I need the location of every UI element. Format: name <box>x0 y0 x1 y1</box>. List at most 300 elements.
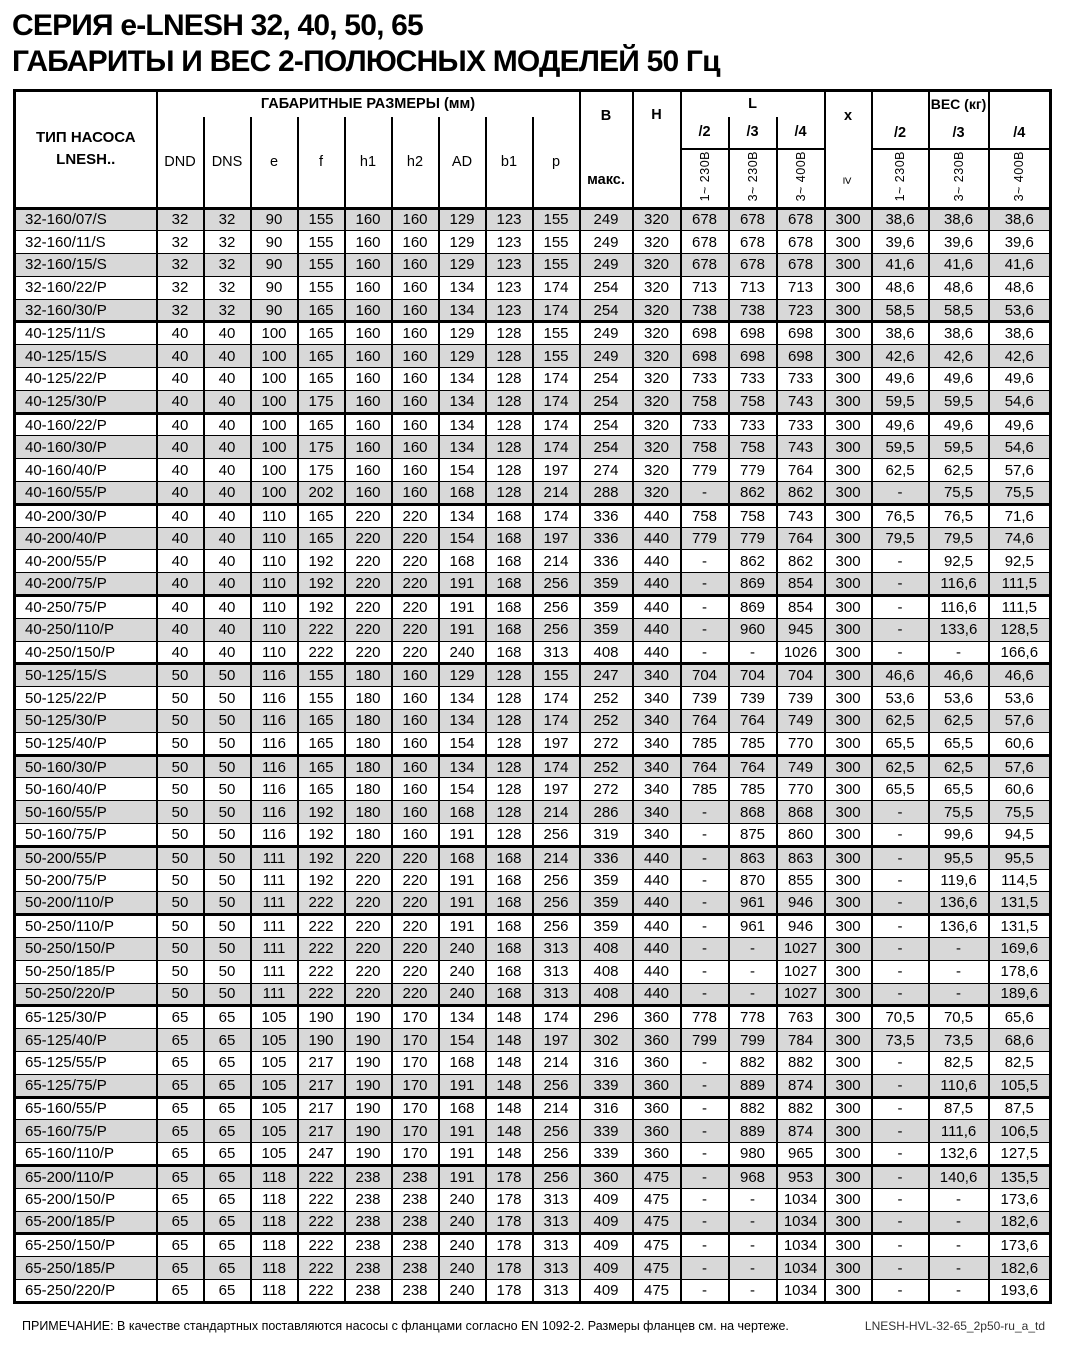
value-cell: 320 <box>633 299 681 322</box>
value-cell: 50 <box>204 778 251 801</box>
value-cell: 82,5 <box>989 1051 1051 1074</box>
value-cell: 50 <box>157 915 204 938</box>
value-cell: 40 <box>204 550 251 573</box>
value-cell: - <box>872 915 929 938</box>
weight-col-4-header <box>989 91 1051 150</box>
value-cell: 94,5 <box>989 824 1051 847</box>
value-cell: 118 <box>251 1234 298 1257</box>
value-cell: 180 <box>345 710 392 733</box>
value-cell: 111 <box>251 915 298 938</box>
model-cell: 65-200/150/P <box>15 1188 157 1211</box>
weight-voltage-2: 3~ 230В <box>929 149 989 208</box>
value-cell: 160 <box>345 436 392 459</box>
value-cell: 75,5 <box>929 482 989 505</box>
value-cell: 254 <box>580 368 633 391</box>
weight-col-2-header <box>872 91 929 150</box>
value-cell: 197 <box>533 778 580 801</box>
value-cell: 238 <box>392 1279 439 1302</box>
value-cell: 222 <box>298 960 345 983</box>
value-cell: 320 <box>633 254 681 277</box>
value-cell: 764 <box>777 459 825 482</box>
value-cell: 111,6 <box>929 1120 989 1143</box>
value-cell: 40 <box>157 322 204 345</box>
value-cell: 160 <box>392 778 439 801</box>
value-cell: 65 <box>204 1279 251 1302</box>
value-cell: 160 <box>392 368 439 391</box>
table-row <box>15 846 1051 869</box>
value-cell: 170 <box>392 1029 439 1052</box>
value-cell: 191 <box>439 1120 486 1143</box>
value-cell: 92,5 <box>989 550 1051 573</box>
value-cell: 440 <box>633 846 681 869</box>
value-cell: - <box>729 641 777 664</box>
value-cell: 40 <box>204 641 251 664</box>
value-cell: 148 <box>486 1051 533 1074</box>
table-row <box>15 983 1051 1006</box>
value-cell: 155 <box>298 664 345 687</box>
value-cell: 197 <box>533 732 580 755</box>
value-cell: 189,6 <box>989 983 1051 1006</box>
value-cell: 274 <box>580 459 633 482</box>
value-cell: 134 <box>439 755 486 778</box>
value-cell: 168 <box>486 618 533 641</box>
table-row <box>15 755 1051 778</box>
value-cell: 140,6 <box>929 1165 989 1188</box>
model-cell: 40-125/22/P <box>15 368 157 391</box>
value-cell: 38,6 <box>929 208 989 231</box>
value-cell: 475 <box>633 1188 681 1211</box>
value-cell: 42,6 <box>989 345 1051 368</box>
value-cell: 320 <box>633 208 681 231</box>
value-cell: 192 <box>298 869 345 892</box>
value-cell: 770 <box>777 778 825 801</box>
value-cell: 41,6 <box>872 254 929 277</box>
value-cell: 222 <box>298 1188 345 1211</box>
value-cell: 111 <box>251 846 298 869</box>
value-cell: 882 <box>777 1051 825 1074</box>
value-cell: 129 <box>439 345 486 368</box>
value-cell: 165 <box>298 368 345 391</box>
value-cell: 50 <box>204 846 251 869</box>
value-cell: 40 <box>204 390 251 413</box>
value-cell: 359 <box>580 573 633 596</box>
value-cell: 286 <box>580 801 633 824</box>
table-row <box>15 687 1051 710</box>
value-cell: 739 <box>729 687 777 710</box>
value-cell: 178 <box>486 1257 533 1280</box>
value-cell: 110,6 <box>929 1074 989 1097</box>
value-cell: 155 <box>533 254 580 277</box>
table-row <box>15 710 1051 733</box>
value-cell: 256 <box>533 1143 580 1166</box>
value-cell: 165 <box>298 755 345 778</box>
value-cell: 50 <box>157 801 204 824</box>
value-cell: 197 <box>533 527 580 550</box>
pump-type-header <box>15 91 157 209</box>
value-cell: 300 <box>825 1029 872 1052</box>
value-cell: 739 <box>681 687 729 710</box>
value-cell: 38,6 <box>989 208 1051 231</box>
value-cell: 220 <box>345 550 392 573</box>
value-cell: 75,5 <box>989 801 1051 824</box>
value-cell: 249 <box>580 231 633 254</box>
table-row <box>15 276 1051 299</box>
value-cell: - <box>872 1097 929 1120</box>
value-cell: 40 <box>204 459 251 482</box>
value-cell: 111 <box>251 869 298 892</box>
value-cell: - <box>872 482 929 505</box>
value-cell: 300 <box>825 846 872 869</box>
value-cell: 154 <box>439 527 486 550</box>
value-cell: 220 <box>392 892 439 915</box>
value-cell: 360 <box>633 1120 681 1143</box>
value-cell: - <box>681 1234 729 1257</box>
value-cell: 191 <box>439 1074 486 1097</box>
value-cell: 313 <box>533 641 580 664</box>
value-cell: - <box>681 1279 729 1302</box>
x-label: x <box>844 108 853 125</box>
value-cell: 704 <box>681 664 729 687</box>
value-cell: - <box>872 960 929 983</box>
value-cell: 946 <box>777 915 825 938</box>
value-cell: 168 <box>486 960 533 983</box>
model-cell: 40-200/40/P <box>15 527 157 550</box>
value-cell: 256 <box>533 915 580 938</box>
value-cell: 65 <box>157 1257 204 1280</box>
pump-type-header-line2: LNESH.. <box>56 151 116 169</box>
value-cell: 217 <box>298 1097 345 1120</box>
value-cell: 862 <box>729 550 777 573</box>
value-cell: 733 <box>729 413 777 436</box>
value-cell: 50 <box>157 710 204 733</box>
value-cell: 222 <box>298 641 345 664</box>
value-cell: 178 <box>486 1211 533 1234</box>
value-cell: 46,6 <box>872 664 929 687</box>
value-cell: 50 <box>204 732 251 755</box>
model-cell: 65-125/40/P <box>15 1029 157 1052</box>
value-cell: 59,5 <box>872 390 929 413</box>
value-cell: 50 <box>157 960 204 983</box>
l-voltage-3: 3~ 400В <box>777 149 825 208</box>
value-cell: 155 <box>533 664 580 687</box>
dimensions-table <box>13 89 1052 1304</box>
value-cell: 160 <box>392 345 439 368</box>
value-cell: 743 <box>777 504 825 527</box>
value-cell: 340 <box>633 732 681 755</box>
value-cell: 60,6 <box>989 732 1051 755</box>
value-cell: 300 <box>825 1051 872 1074</box>
value-cell: 220 <box>392 938 439 961</box>
value-cell: 220 <box>392 504 439 527</box>
model-cell: 40-250/75/P <box>15 596 157 619</box>
value-cell: - <box>929 1188 989 1211</box>
value-cell: 174 <box>533 710 580 733</box>
value-cell: 882 <box>729 1097 777 1120</box>
value-cell: 764 <box>681 755 729 778</box>
value-cell: 174 <box>533 299 580 322</box>
value-cell: 240 <box>439 1257 486 1280</box>
value-cell: 758 <box>681 436 729 459</box>
value-cell: 169,6 <box>989 938 1051 961</box>
value-cell: 65,6 <box>989 1006 1051 1029</box>
value-cell: 79,5 <box>929 527 989 550</box>
value-cell: 409 <box>580 1188 633 1211</box>
value-cell: 475 <box>633 1165 681 1188</box>
value-cell: 175 <box>298 459 345 482</box>
value-cell: 220 <box>345 960 392 983</box>
value-cell: 76,5 <box>929 504 989 527</box>
value-cell: 799 <box>729 1029 777 1052</box>
value-cell: 128 <box>486 345 533 368</box>
value-cell: - <box>872 641 929 664</box>
model-cell: 50-160/75/P <box>15 824 157 847</box>
value-cell: 698 <box>729 345 777 368</box>
value-cell: - <box>872 1120 929 1143</box>
value-cell: - <box>681 550 729 573</box>
value-cell: 110 <box>251 618 298 641</box>
value-cell: 678 <box>729 231 777 254</box>
model-cell: 50-200/75/P <box>15 869 157 892</box>
model-cell: 65-160/75/P <box>15 1120 157 1143</box>
value-cell: 65,5 <box>929 732 989 755</box>
value-cell: 165 <box>298 322 345 345</box>
value-cell: 440 <box>633 596 681 619</box>
table-body <box>15 208 1051 1302</box>
value-cell: 180 <box>345 732 392 755</box>
value-cell: 129 <box>439 664 486 687</box>
dim-col-b1: b1 <box>486 117 533 209</box>
value-cell: 316 <box>580 1051 633 1074</box>
value-cell: 59,5 <box>929 390 989 413</box>
table-row <box>15 1165 1051 1188</box>
value-cell: 214 <box>533 801 580 824</box>
value-cell: 222 <box>298 983 345 1006</box>
model-cell: 50-160/55/P <box>15 801 157 824</box>
value-cell: - <box>872 1074 929 1097</box>
value-cell: 71,6 <box>989 504 1051 527</box>
value-cell: 475 <box>633 1279 681 1302</box>
value-cell: 359 <box>580 618 633 641</box>
value-cell: 178 <box>486 1165 533 1188</box>
model-cell: 50-250/185/P <box>15 960 157 983</box>
value-cell: 475 <box>633 1257 681 1280</box>
col-header-h: H <box>633 91 681 209</box>
value-cell: 160 <box>392 254 439 277</box>
model-cell: 65-200/185/P <box>15 1211 157 1234</box>
value-cell: - <box>729 1211 777 1234</box>
value-cell: 170 <box>392 1143 439 1166</box>
value-cell: 220 <box>345 641 392 664</box>
value-cell: 1027 <box>777 938 825 961</box>
value-cell: 191 <box>439 573 486 596</box>
value-cell: 300 <box>825 413 872 436</box>
value-cell: 116 <box>251 801 298 824</box>
value-cell: 300 <box>825 322 872 345</box>
value-cell: 155 <box>533 231 580 254</box>
value-cell: 300 <box>825 618 872 641</box>
value-cell: 220 <box>392 960 439 983</box>
value-cell: 320 <box>633 390 681 413</box>
value-cell: 50 <box>204 938 251 961</box>
value-cell: - <box>681 1051 729 1074</box>
value-cell: 50 <box>204 824 251 847</box>
value-cell: 763 <box>777 1006 825 1029</box>
footnote: ПРИМЕЧАНИЕ: В качестве стандартных поставляются насосы с фланцами согласно EN 1092-2. Размеры фланцев см. на чертеже. <box>22 1318 789 1333</box>
value-cell: 178 <box>486 1234 533 1257</box>
value-cell: 131,5 <box>989 892 1051 915</box>
value-cell: 300 <box>825 504 872 527</box>
value-cell: - <box>872 983 929 1006</box>
value-cell: 220 <box>345 596 392 619</box>
value-cell: 300 <box>825 1120 872 1143</box>
value-cell: 160 <box>345 345 392 368</box>
value-cell: 440 <box>633 527 681 550</box>
value-cell: 128 <box>486 778 533 801</box>
value-cell: - <box>872 1234 929 1257</box>
value-cell: 320 <box>633 459 681 482</box>
model-cell: 40-250/110/P <box>15 618 157 641</box>
value-cell: 238 <box>392 1211 439 1234</box>
value-cell: 128 <box>486 368 533 391</box>
value-cell: 135,5 <box>989 1165 1051 1188</box>
value-cell: 62,5 <box>872 710 929 733</box>
value-cell: 100 <box>251 390 298 413</box>
value-cell: 238 <box>392 1257 439 1280</box>
value-cell: - <box>681 1120 729 1143</box>
value-cell: 154 <box>439 732 486 755</box>
value-cell: - <box>729 983 777 1006</box>
value-cell: 475 <box>633 1234 681 1257</box>
value-cell: 65 <box>157 1006 204 1029</box>
model-cell: 50-160/30/P <box>15 755 157 778</box>
weight-group-header <box>929 91 989 150</box>
l-sub-4: /4 <box>777 117 825 150</box>
value-cell: 758 <box>729 436 777 459</box>
model-cell: 50-250/220/P <box>15 983 157 1006</box>
table-row <box>15 254 1051 277</box>
model-cell: 32-160/30/P <box>15 299 157 322</box>
value-cell: - <box>681 983 729 1006</box>
value-cell: 70,5 <box>872 1006 929 1029</box>
value-cell: 408 <box>580 938 633 961</box>
value-cell: 220 <box>392 915 439 938</box>
value-cell: 764 <box>681 710 729 733</box>
value-cell: 32 <box>204 276 251 299</box>
value-cell: 65 <box>157 1029 204 1052</box>
value-cell: 220 <box>345 618 392 641</box>
value-cell: 111 <box>251 960 298 983</box>
value-cell: 360 <box>633 1074 681 1097</box>
value-cell: 32 <box>157 208 204 231</box>
value-cell: 129 <box>439 322 486 345</box>
value-cell: 360 <box>633 1006 681 1029</box>
value-cell: 65 <box>204 1120 251 1143</box>
value-cell: 39,6 <box>872 231 929 254</box>
table-row <box>15 208 1051 231</box>
value-cell: 240 <box>439 938 486 961</box>
value-cell: 868 <box>777 801 825 824</box>
value-cell: 440 <box>633 573 681 596</box>
value-cell: 134 <box>439 413 486 436</box>
value-cell: 116 <box>251 824 298 847</box>
model-cell: 50-125/40/P <box>15 732 157 755</box>
value-cell: 50 <box>157 687 204 710</box>
value-cell: - <box>929 1257 989 1280</box>
value-cell: 191 <box>439 1143 486 1166</box>
value-cell: 59,5 <box>872 436 929 459</box>
value-cell: 90 <box>251 231 298 254</box>
value-cell: 160 <box>392 299 439 322</box>
value-cell: 733 <box>777 368 825 391</box>
value-cell: - <box>872 1211 929 1234</box>
value-cell: 110 <box>251 573 298 596</box>
value-cell: 320 <box>633 345 681 368</box>
value-cell: - <box>681 573 729 596</box>
model-cell: 65-200/110/P <box>15 1165 157 1188</box>
value-cell: 57,6 <box>989 755 1051 778</box>
value-cell: 300 <box>825 596 872 619</box>
value-cell: 116,6 <box>929 596 989 619</box>
table-row <box>15 1279 1051 1302</box>
value-cell: - <box>681 960 729 983</box>
page-footer <box>22 1319 1045 1333</box>
value-cell: 182,6 <box>989 1257 1051 1280</box>
value-cell: 256 <box>533 618 580 641</box>
value-cell: 192 <box>298 573 345 596</box>
value-cell: 336 <box>580 846 633 869</box>
value-cell: 134 <box>439 368 486 391</box>
value-cell: 128 <box>486 687 533 710</box>
value-cell: - <box>681 618 729 641</box>
l-voltage-2: 3~ 230В <box>729 149 777 208</box>
value-cell: 779 <box>729 459 777 482</box>
value-cell: 220 <box>345 892 392 915</box>
value-cell: 214 <box>533 1051 580 1074</box>
table-row <box>15 960 1051 983</box>
value-cell: 300 <box>825 778 872 801</box>
value-cell: - <box>729 960 777 983</box>
value-cell: 698 <box>777 345 825 368</box>
value-cell: 252 <box>580 710 633 733</box>
value-cell: 313 <box>533 938 580 961</box>
value-cell: 779 <box>681 459 729 482</box>
value-cell: 238 <box>345 1257 392 1280</box>
value-cell: 32 <box>157 254 204 277</box>
value-cell: 74,6 <box>989 527 1051 550</box>
value-cell: 192 <box>298 846 345 869</box>
value-cell: 749 <box>777 710 825 733</box>
value-cell: 65,5 <box>872 778 929 801</box>
value-cell: 192 <box>298 801 345 824</box>
value-cell: 165 <box>298 732 345 755</box>
value-cell: 49,6 <box>929 368 989 391</box>
b-max-label: макс. <box>587 172 625 189</box>
value-cell: 222 <box>298 1165 345 1188</box>
value-cell: 168 <box>486 596 533 619</box>
value-cell: 105 <box>251 1143 298 1166</box>
value-cell: 128 <box>486 664 533 687</box>
value-cell: 320 <box>633 322 681 345</box>
value-cell: - <box>681 824 729 847</box>
value-cell: 222 <box>298 938 345 961</box>
value-cell: 62,5 <box>929 459 989 482</box>
value-cell: 889 <box>729 1120 777 1143</box>
value-cell: 170 <box>392 1074 439 1097</box>
value-cell: 105 <box>251 1051 298 1074</box>
value-cell: 40 <box>157 390 204 413</box>
value-cell: - <box>929 1234 989 1257</box>
value-cell: - <box>872 846 929 869</box>
